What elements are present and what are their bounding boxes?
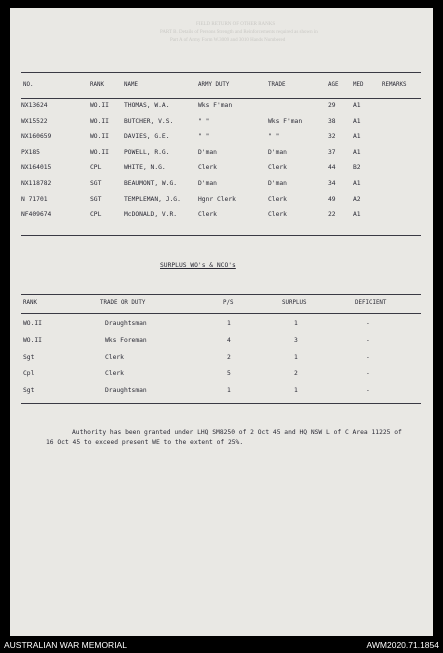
cell-no: NX13624 bbox=[21, 102, 48, 109]
cell-ps: 5 bbox=[227, 370, 231, 378]
cell-army-duty: " " bbox=[198, 133, 210, 141]
cell-name: BUTCHER, V.S. bbox=[124, 117, 174, 125]
show-through-text: PART B. Details of Persons Strength and Reinforcements required as shown in bbox=[160, 30, 318, 35]
header-trade: TRADE bbox=[268, 82, 286, 88]
cell-trade-or-duty: Clerk bbox=[105, 370, 124, 378]
cell-rank: Cpl bbox=[23, 370, 35, 378]
cell-name: TEMPLEMAN, J.G. bbox=[124, 195, 181, 203]
cell-surplus: 1 bbox=[294, 320, 298, 327]
cell-med: A2 bbox=[353, 195, 361, 203]
cell-name: WHITE, N.G. bbox=[124, 164, 166, 172]
surplus-table-header-rule bbox=[21, 313, 421, 314]
cell-name: BEAUMONT, W.G. bbox=[124, 180, 178, 187]
cell-rank: WO.II bbox=[90, 117, 109, 125]
cell-army-duty: D'man bbox=[198, 148, 217, 156]
cell-rank: CPL bbox=[90, 211, 102, 219]
cell-age: 38 bbox=[328, 117, 336, 125]
cell-trade: Clerk bbox=[268, 164, 287, 172]
cell-trade-or-duty: Clerk bbox=[105, 353, 124, 361]
cell-ps: 1 bbox=[227, 320, 231, 327]
cell-surplus: 1 bbox=[294, 353, 298, 361]
header-med: MED bbox=[353, 82, 364, 88]
cell-trade: Clerk bbox=[268, 211, 287, 219]
cell-no: NX164015 bbox=[21, 164, 52, 172]
cell-army-duty: D'man bbox=[198, 180, 217, 187]
top-table-header-rule bbox=[21, 98, 421, 99]
cell-no: NX160659 bbox=[21, 133, 52, 141]
top-table-top-rule bbox=[21, 72, 421, 73]
header-trade-or-duty: TRADE OR DUTY bbox=[100, 300, 146, 306]
cell-deficient: - bbox=[366, 320, 370, 327]
cell-trade: Clerk bbox=[268, 195, 287, 203]
cell-no: NX118782 bbox=[21, 180, 52, 187]
cell-army-duty: Clerk bbox=[198, 164, 217, 172]
cell-no: PX185 bbox=[21, 148, 40, 156]
show-through-text: Part A of Army Form W.3009 and 3010 Hands Numbered bbox=[170, 38, 286, 43]
cell-ps: 4 bbox=[227, 336, 231, 344]
cell-name: POWELL, R.G. bbox=[124, 148, 170, 156]
header-ps: P/S bbox=[223, 300, 234, 306]
top-table-bottom-rule bbox=[21, 235, 421, 236]
cell-deficient: - bbox=[366, 353, 370, 361]
cell-surplus: 1 bbox=[294, 387, 298, 395]
cell-med: A1 bbox=[353, 180, 361, 187]
cell-age: 44 bbox=[328, 164, 336, 172]
cell-trade: D'man bbox=[268, 180, 287, 187]
cell-rank: WO.II bbox=[23, 320, 42, 327]
cell-rank: CPL bbox=[90, 164, 102, 172]
header-age: AGE bbox=[328, 82, 339, 88]
cell-trade-or-duty: Wks Foreman bbox=[105, 336, 147, 344]
header-no: NO. bbox=[23, 82, 34, 88]
authority-text: Authority has been granted under LHQ SM8250 of 2 Oct 45 and HQ NSW L of C Area 11225 of 16 Oct 45 to exceed present WE to the extent of 25%. bbox=[46, 429, 402, 446]
cell-age: 49 bbox=[328, 195, 336, 203]
cell-deficient: - bbox=[366, 336, 370, 344]
cell-rank: WO.II bbox=[90, 148, 109, 156]
header-remarks: REMARKS bbox=[382, 82, 407, 88]
cell-army-duty: " " bbox=[198, 117, 210, 125]
cell-rank: WO.II bbox=[90, 102, 109, 109]
authority-paragraph bbox=[46, 428, 406, 448]
header-rank: RANK bbox=[23, 300, 37, 306]
cell-no: NF409674 bbox=[21, 211, 52, 219]
cell-no: WX15522 bbox=[21, 117, 48, 125]
cell-trade: Wks F'man bbox=[268, 117, 303, 125]
cell-age: 22 bbox=[328, 211, 336, 219]
cell-rank: Sgt bbox=[23, 353, 35, 361]
cell-med: B2 bbox=[353, 164, 361, 172]
cell-rank: SGT bbox=[90, 180, 102, 187]
footer-accession-number: AWM2020.71.1854 bbox=[366, 640, 439, 650]
cell-no: N 71701 bbox=[21, 195, 48, 203]
cell-rank: SGT bbox=[90, 195, 102, 203]
cell-rank: Sgt bbox=[23, 387, 35, 395]
header-rank: RANK bbox=[90, 82, 104, 88]
cell-med: A1 bbox=[353, 211, 361, 219]
cell-med: A1 bbox=[353, 117, 361, 125]
footer-institution: AUSTRALIAN WAR MEMORIAL bbox=[4, 640, 127, 650]
cell-rank: WO.II bbox=[90, 133, 109, 141]
cell-deficient: - bbox=[366, 370, 370, 378]
surplus-table-bottom-rule bbox=[21, 403, 421, 404]
cell-name: THOMAS, W.A. bbox=[124, 102, 170, 109]
header-surplus: SURPLUS bbox=[282, 300, 307, 306]
cell-army-duty: Clerk bbox=[198, 211, 217, 219]
cell-age: 37 bbox=[328, 148, 336, 156]
cell-surplus: 3 bbox=[294, 336, 298, 344]
cell-age: 32 bbox=[328, 133, 336, 141]
cell-trade-or-duty: Draughtsman bbox=[105, 320, 147, 327]
cell-med: A1 bbox=[353, 133, 361, 141]
header-name: NAME bbox=[124, 82, 138, 88]
header-army-duty: ARMY DUTY bbox=[198, 82, 230, 88]
cell-name: DAVIES, G.E. bbox=[124, 133, 170, 141]
cell-ps: 2 bbox=[227, 353, 231, 361]
cell-trade: D'man bbox=[268, 148, 287, 156]
cell-med: A1 bbox=[353, 102, 361, 109]
cell-trade: " " bbox=[268, 133, 280, 141]
cell-army-duty: Hgnr Clerk bbox=[198, 195, 236, 203]
header-deficient: DEFICIENT bbox=[355, 300, 387, 306]
cell-deficient: - bbox=[366, 387, 370, 395]
cell-med: A1 bbox=[353, 148, 361, 156]
cell-ps: 1 bbox=[227, 387, 231, 395]
show-through-text: FIELD RETURN OF OTHER RANKS bbox=[196, 22, 276, 27]
cell-age: 34 bbox=[328, 180, 336, 187]
surplus-title: SURPLUS WO's & NCO's bbox=[160, 262, 236, 269]
document-page bbox=[10, 8, 433, 636]
cell-rank: WO.II bbox=[23, 336, 42, 344]
cell-army-duty: Wks F'man bbox=[198, 102, 233, 109]
surplus-table-top-rule bbox=[21, 294, 421, 295]
cell-surplus: 2 bbox=[294, 370, 298, 378]
cell-name: McDONALD, V.R. bbox=[124, 211, 178, 219]
cell-trade-or-duty: Draughtsman bbox=[105, 387, 147, 395]
cell-age: 29 bbox=[328, 102, 336, 109]
